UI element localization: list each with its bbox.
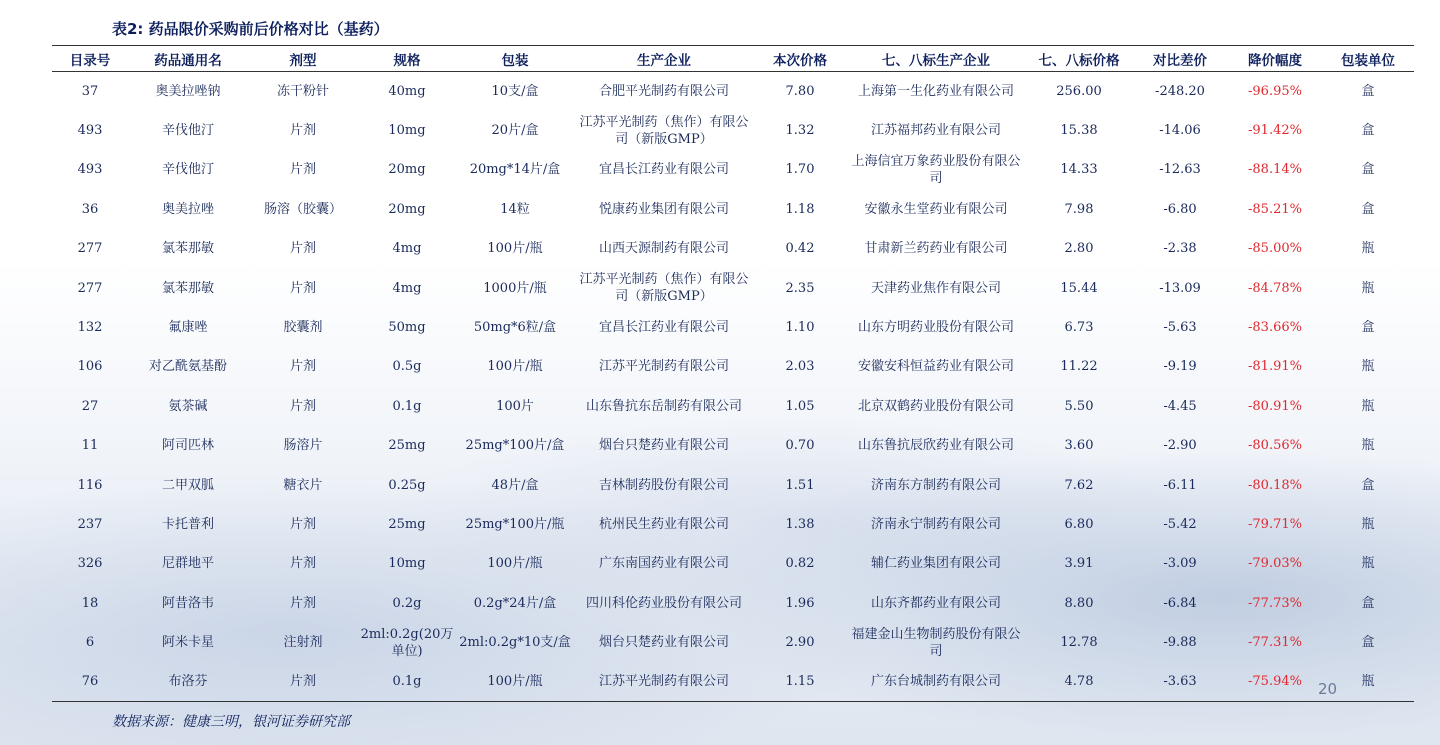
table-cell: 6.73 <box>1064 320 1094 336</box>
table-row <box>52 268 1414 307</box>
table-cell: 0.42 <box>785 241 815 257</box>
table-cell: 0.82 <box>785 556 815 572</box>
table-row <box>52 505 1414 544</box>
table-cell: 36 <box>81 201 99 217</box>
table-cell: 0.5g <box>392 359 422 375</box>
table-cell: 237 <box>77 516 103 532</box>
table-cell: -77.73% <box>1248 595 1302 611</box>
table-cell: 0.1g <box>358 662 456 701</box>
table-cell: 0.25g <box>388 477 426 493</box>
table-row <box>52 190 1414 229</box>
table-cell: -96.95% <box>1248 83 1302 99</box>
table-cell: 江苏福邦药业有限公司 <box>870 123 1001 139</box>
table-cell: 18 <box>81 595 99 611</box>
table-cell: 7.62 <box>1064 477 1094 493</box>
table-cell: 493 <box>77 162 103 178</box>
table-cell: 100片/瓶 <box>487 241 543 257</box>
table-cell: 氯苯那敏 <box>161 241 214 257</box>
table-cell: -5.42 <box>1163 516 1197 532</box>
table-cell: 尼群地平 <box>161 556 214 572</box>
page-number: 20 <box>1318 680 1338 698</box>
table-cell: 山西天源制药有限公司 <box>598 241 729 257</box>
table-cell: 20mg <box>388 162 426 178</box>
table-cell: 江苏平光制药有限公司 <box>574 662 754 701</box>
table-cell: 山东齐都药业有限公司 <box>870 595 1001 611</box>
table-cell: 0.70 <box>785 438 815 454</box>
table-cell: 片剂 <box>289 280 316 296</box>
table-cell: 阿米卡星 <box>161 635 214 651</box>
table-cell: 256.00 <box>1056 83 1102 99</box>
table-cell: 40mg <box>388 83 426 99</box>
table-cell: -80.91% <box>1248 398 1302 414</box>
table-cell: 天津药业焦作有限公司 <box>870 280 1001 296</box>
table-cell: -88.14% <box>1248 162 1302 178</box>
column-header: 包装 <box>456 46 574 72</box>
table-cell: 悦康药业集团有限公司 <box>598 201 729 217</box>
table-cell: 对乙酰氨基酚 <box>148 359 227 375</box>
table-header-row <box>52 46 1414 72</box>
table-cell: 1.38 <box>785 516 815 532</box>
table-cell: -9.88 <box>1163 635 1197 651</box>
table-cell: 济南永宁制药有限公司 <box>870 516 1001 532</box>
table-row <box>52 347 1414 386</box>
table-cell: 安徽安科恒益药业有限公司 <box>857 359 1014 375</box>
table-cell: 15.44 <box>1060 280 1098 296</box>
table-cell: -6.80 <box>1163 201 1197 217</box>
table-cell: 1.05 <box>785 398 815 414</box>
table-cell: -5.63 <box>1163 320 1197 336</box>
table-cell: 7.98 <box>1064 201 1094 217</box>
column-header: 本次价格 <box>754 46 846 72</box>
table-cell: 瓶 <box>1361 556 1375 572</box>
table-cell: 片剂 <box>289 241 316 257</box>
table-cell: -2.90 <box>1163 438 1197 454</box>
table-cell: 布洛芬 <box>128 662 248 701</box>
table-cell: 14.33 <box>1060 162 1098 178</box>
table-cell: 盒 <box>1361 320 1375 336</box>
table-cell: 瓶 <box>1361 398 1375 414</box>
column-header: 七、八标生产企业 <box>846 46 1026 72</box>
table-title: 表2: 药品限价采购前后价格对比（基药） <box>112 20 389 38</box>
table-cell: 奥美拉唑钠 <box>155 83 221 99</box>
table-cell: 100片/瓶 <box>456 662 574 701</box>
table-cell: -85.00% <box>1248 241 1302 257</box>
table-cell: -83.66% <box>1248 320 1302 336</box>
table-cell: 1.32 <box>785 123 815 139</box>
table-cell: 132 <box>77 320 103 336</box>
table-cell: 瓶 <box>1361 280 1375 296</box>
table-cell: 胶囊剂 <box>283 320 323 336</box>
table-cell: 氨茶碱 <box>168 398 208 414</box>
table-cell: 100片/瓶 <box>487 556 543 572</box>
table-cell: -14.06 <box>1159 123 1201 139</box>
table-cell: 5.50 <box>1064 398 1094 414</box>
table-cell: 14粒 <box>500 201 530 217</box>
price-comparison-table <box>52 45 1414 702</box>
table-cell: 10支/盒 <box>491 83 539 99</box>
table-cell: 25mg <box>388 438 426 454</box>
table-cell: 4.78 <box>1026 662 1132 701</box>
table-cell: 盒 <box>1361 477 1375 493</box>
table-cell: 盒 <box>1361 595 1375 611</box>
table-row <box>52 229 1414 268</box>
table-cell: 25mg*100片/盒 <box>465 438 565 454</box>
table-cell: 11 <box>81 438 99 454</box>
table-cell: 辛伐他汀 <box>161 123 214 139</box>
table-cell: -79.71% <box>1248 516 1302 532</box>
table-cell: 广东台城制药有限公司 <box>846 662 1026 701</box>
table-cell: 1.51 <box>785 477 815 493</box>
table-cell: 瓶 <box>1361 359 1375 375</box>
column-header: 目录号 <box>52 46 128 72</box>
column-header: 剂型 <box>248 46 358 72</box>
table-cell: 盒 <box>1361 83 1375 99</box>
data-source-note: 数据来源：健康三明，银河证券研究部 <box>112 714 350 730</box>
table-cell: 2.90 <box>785 635 815 651</box>
table-cell: 吉林制药股份有限公司 <box>598 477 729 493</box>
table-cell: 27 <box>81 398 99 414</box>
table-row <box>52 72 1414 111</box>
table-cell: -13.09 <box>1159 280 1201 296</box>
table-cell: 瓶 <box>1361 241 1375 257</box>
table-cell: 糖衣片 <box>283 477 323 493</box>
table-row <box>52 387 1414 426</box>
table-cell: 1.70 <box>785 162 815 178</box>
table-cell: 100片 <box>496 398 534 414</box>
table-cell: -9.19 <box>1163 359 1197 375</box>
table-cell: 烟台只楚药业有限公司 <box>598 635 729 651</box>
table-cell: 20mg*14片/盒 <box>469 162 561 178</box>
table-cell: 瓶 <box>1361 516 1375 532</box>
table-cell: 4mg <box>392 280 422 296</box>
table-cell: 116 <box>77 477 103 493</box>
table-cell: 3.60 <box>1064 438 1094 454</box>
table-cell: 11.22 <box>1060 359 1098 375</box>
table-cell: 江苏平光制药有限公司 <box>598 359 729 375</box>
table-cell: 25mg*100片/瓶 <box>465 516 565 532</box>
table-cell: 20mg <box>388 201 426 217</box>
table-cell: 山东方明药业股份有限公司 <box>857 320 1014 336</box>
table-cell: 2.35 <box>785 280 815 296</box>
table-cell: 277 <box>77 241 103 257</box>
table-cell: 烟台只楚药业有限公司 <box>598 438 729 454</box>
table-cell: 卡托普利 <box>161 516 214 532</box>
table-cell: 2ml:0.2g*10支/盒 <box>459 635 571 651</box>
table-cell: 106 <box>77 359 103 375</box>
table-cell: 阿司匹林 <box>161 438 214 454</box>
table-cell: 20片/盒 <box>491 123 539 139</box>
column-header: 降价幅度 <box>1228 46 1322 72</box>
table-cell: 盒 <box>1361 162 1375 178</box>
column-header: 七、八标价格 <box>1026 46 1132 72</box>
table-cell: -80.56% <box>1248 438 1302 454</box>
table-row <box>52 662 1414 701</box>
table-cell: 片剂 <box>289 516 316 532</box>
table-cell: 合肥平光制药有限公司 <box>598 83 729 99</box>
table-cell: -75.94% <box>1228 662 1322 701</box>
table-cell: -6.11 <box>1163 477 1197 493</box>
table-cell: 福建金山生物制药股份有限公司 <box>851 626 1021 659</box>
table-cell: 片剂 <box>289 123 316 139</box>
table-cell: 山东鲁抗辰欣药业有限公司 <box>857 438 1014 454</box>
table-cell: -12.63 <box>1159 162 1201 178</box>
table-cell: 3.91 <box>1064 556 1094 572</box>
table-cell: 0.2g*24片/盒 <box>473 595 557 611</box>
table-cell: 盒 <box>1361 635 1375 651</box>
table-cell: 济南东方制药有限公司 <box>870 477 1001 493</box>
table-cell: 北京双鹤药业股份有限公司 <box>857 398 1014 414</box>
table-cell: 48片/盒 <box>491 477 539 493</box>
table-cell: -2.38 <box>1163 241 1197 257</box>
table-cell: 6 <box>85 635 95 651</box>
table-body <box>52 72 1414 702</box>
table-cell: 冻干粉针 <box>276 83 329 99</box>
table-row <box>52 623 1414 662</box>
table-cell: -91.42% <box>1248 123 1302 139</box>
table-cell: 瓶 <box>1361 438 1375 454</box>
table-cell: -4.45 <box>1163 398 1197 414</box>
column-header: 生产企业 <box>574 46 754 72</box>
table-cell: 盒 <box>1361 201 1375 217</box>
table-cell: 上海信宜万象药业股份有限公司 <box>851 153 1021 186</box>
table-cell: 片剂 <box>289 162 316 178</box>
table-cell: -3.09 <box>1163 556 1197 572</box>
table-cell: 76 <box>52 662 128 701</box>
table-cell: 广东南国药业有限公司 <box>598 556 729 572</box>
table-cell: -6.84 <box>1163 595 1197 611</box>
table-cell: 片剂 <box>289 595 316 611</box>
table-cell: 326 <box>77 556 103 572</box>
table-cell: 4mg <box>392 241 422 257</box>
table-cell: 37 <box>81 83 99 99</box>
table-row <box>52 111 1414 150</box>
table-cell: 277 <box>77 280 103 296</box>
table-cell: 2.03 <box>785 359 815 375</box>
table-row <box>52 426 1414 465</box>
table-row <box>52 584 1414 623</box>
table-cell: 注射剂 <box>283 635 323 651</box>
table-row <box>52 544 1414 583</box>
table-cell: 安徽永生堂药业有限公司 <box>864 201 1008 217</box>
table-cell: -81.91% <box>1248 359 1302 375</box>
table-cell: 片剂 <box>289 359 316 375</box>
table-cell: 10mg <box>388 556 426 572</box>
table-cell: 氯苯那敏 <box>161 280 214 296</box>
table-cell: 1.18 <box>785 201 815 217</box>
table-cell: 1000片/瓶 <box>483 280 547 296</box>
table-cell: 15.38 <box>1060 123 1098 139</box>
table-cell: 2ml:0.2g(20万单位) <box>360 626 454 659</box>
table-cell: 氟康唑 <box>168 320 208 336</box>
table-cell: 宜昌长江药业有限公司 <box>598 320 729 336</box>
table-cell: 0.1g <box>392 398 422 414</box>
table-row <box>52 465 1414 504</box>
table-cell: 6.80 <box>1064 516 1094 532</box>
table-cell: 杭州民生药业有限公司 <box>598 516 729 532</box>
table-cell: 肠溶（胶囊） <box>263 201 342 217</box>
table-cell: 二甲双胍 <box>161 477 214 493</box>
table-cell: 瓶 <box>1322 662 1414 701</box>
table-cell: -79.03% <box>1248 556 1302 572</box>
table-cell: 7.80 <box>785 83 815 99</box>
table-cell: 片剂 <box>289 398 316 414</box>
table-cell: 江苏平光制药（焦作）有限公司（新版GMP） <box>579 114 749 147</box>
table-cell: 片剂 <box>248 662 358 701</box>
table-cell: 50mg <box>388 320 426 336</box>
table-cell: 2.80 <box>1064 241 1094 257</box>
table-cell: 奥美拉唑 <box>161 201 214 217</box>
table-cell: 江苏平光制药（焦作）有限公司（新版GMP） <box>579 272 749 305</box>
table-row <box>52 308 1414 347</box>
table-cell: 辛伐他汀 <box>161 162 214 178</box>
table-cell: 辅仁药业集团有限公司 <box>870 556 1001 572</box>
table-cell: 阿昔洛韦 <box>161 595 214 611</box>
table-cell: 肠溶片 <box>283 438 323 454</box>
table-cell: 宜昌长江药业有限公司 <box>598 162 729 178</box>
table-cell: 0.2g <box>392 595 422 611</box>
table-cell: 50mg*6粒/盒 <box>473 320 557 336</box>
table-cell: 25mg <box>388 516 426 532</box>
column-header: 规格 <box>358 46 456 72</box>
table-cell: 100片/瓶 <box>487 359 543 375</box>
table-cell: -85.21% <box>1248 201 1302 217</box>
column-header: 对比差价 <box>1132 46 1228 72</box>
table-cell: 12.78 <box>1060 635 1098 651</box>
table-row <box>52 150 1414 189</box>
table-cell: -248.20 <box>1155 83 1205 99</box>
column-header: 药品通用名 <box>128 46 248 72</box>
table-cell: -84.78% <box>1248 280 1302 296</box>
table-cell: 8.80 <box>1064 595 1094 611</box>
table-cell: 1.10 <box>785 320 815 336</box>
table-cell: -3.63 <box>1132 662 1228 701</box>
table-cell: 10mg <box>388 123 426 139</box>
table-cell: 493 <box>77 123 103 139</box>
table-cell: 片剂 <box>289 556 316 572</box>
table-cell: 1.96 <box>785 595 815 611</box>
table-cell: -80.18% <box>1248 477 1302 493</box>
table-cell: 盒 <box>1361 123 1375 139</box>
table-cell: 1.15 <box>754 662 846 701</box>
table-cell: 甘肃新兰药药业有限公司 <box>864 241 1008 257</box>
column-header: 包装单位 <box>1322 46 1414 72</box>
table-cell: 上海第一生化药业有限公司 <box>857 83 1014 99</box>
table-cell: 四川科伦药业股份有限公司 <box>585 595 742 611</box>
table-cell: -77.31% <box>1248 635 1302 651</box>
table-cell: 山东鲁抗东岳制药有限公司 <box>585 398 742 414</box>
